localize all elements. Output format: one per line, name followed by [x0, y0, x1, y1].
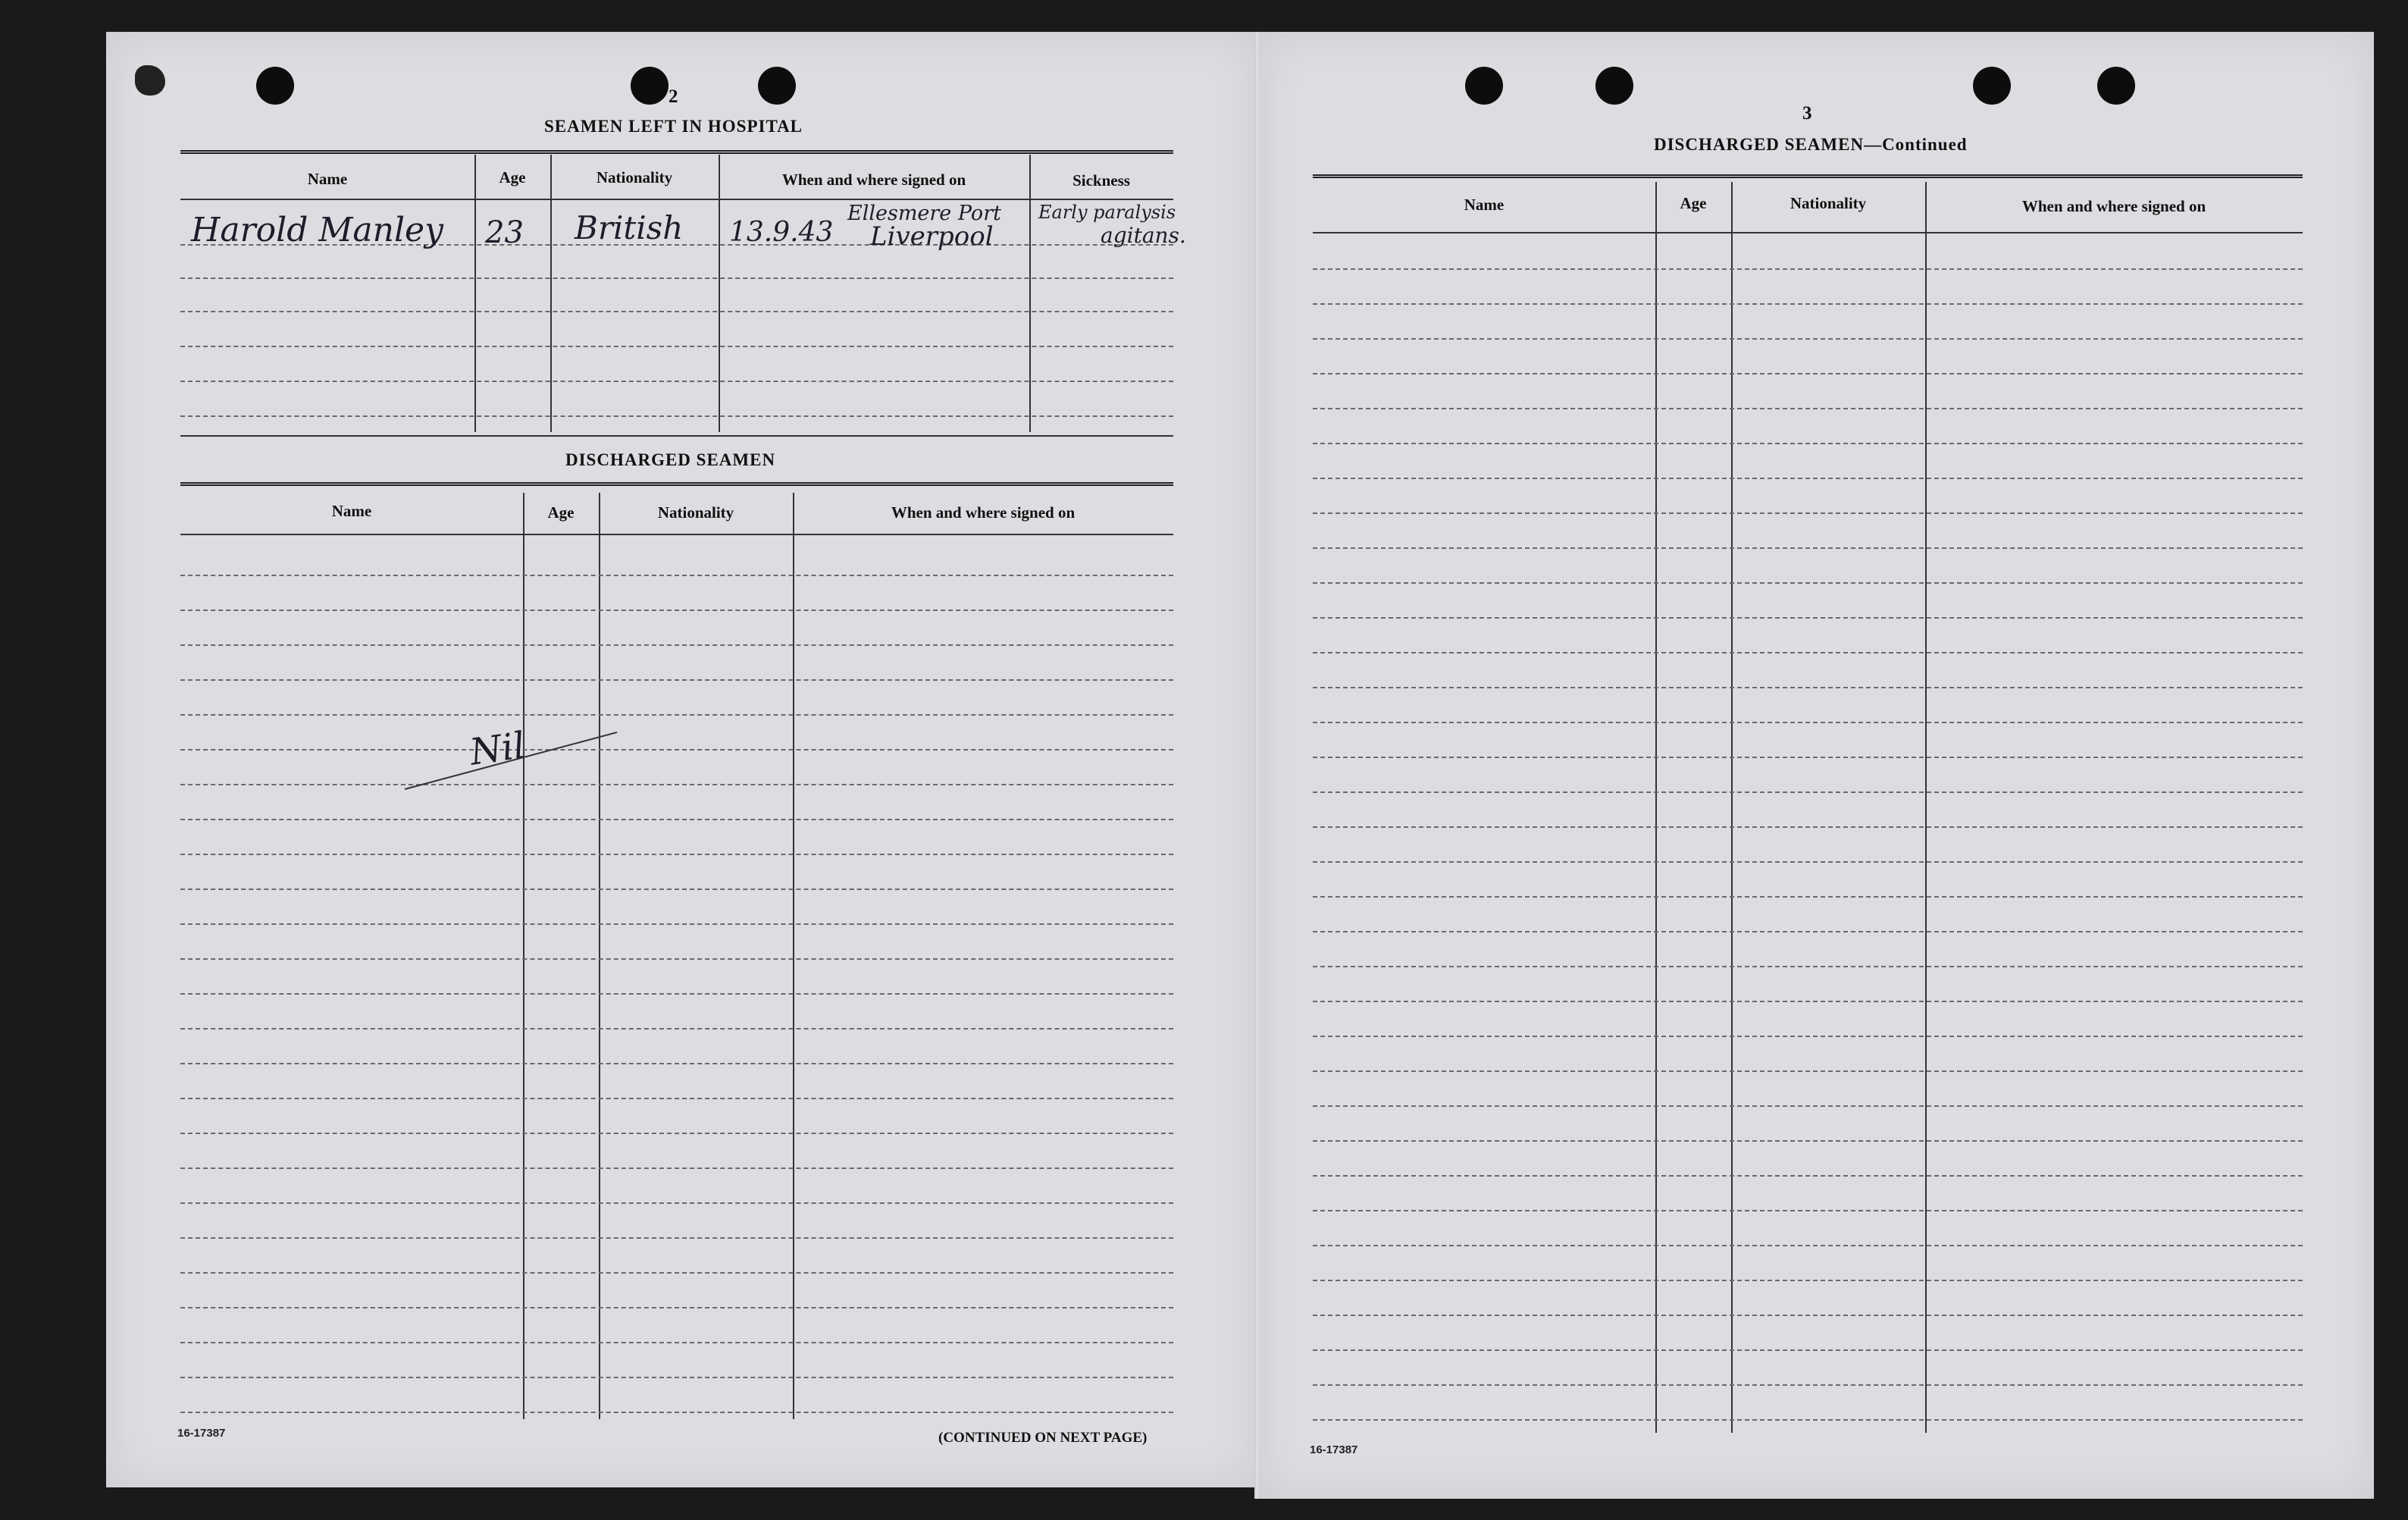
- ruled-row-line: [180, 1377, 1173, 1378]
- hospital-col-divider: [474, 155, 476, 432]
- hospital-entry-place-2: Liverpool: [870, 221, 994, 252]
- ruled-row-line: [1313, 478, 2303, 479]
- hospital-entry-age: 23: [485, 215, 524, 250]
- right-section-title: DISCHARGED SEAMEN—Continued: [1654, 135, 1968, 154]
- ruled-row-line: [180, 1098, 1173, 1099]
- ruled-row-line: [1313, 1175, 2303, 1177]
- ruled-row-line: [1313, 512, 2303, 514]
- ruled-row-line: [180, 1307, 1173, 1308]
- discharged-col-divider: [793, 493, 794, 1419]
- ruled-row-line: [1313, 1070, 2303, 1072]
- left-page: [106, 32, 1258, 1487]
- form-number-right: 16-17387: [1310, 1443, 1358, 1456]
- ruled-row-line: [1313, 1280, 2303, 1281]
- ruled-row-line: [180, 749, 1173, 751]
- page-number-right: 3: [1802, 103, 1812, 124]
- ruled-row-line: [180, 784, 1173, 785]
- ruled-row-line: [1313, 268, 2303, 270]
- discharged-table-top-rule: [180, 482, 1173, 486]
- ruled-row-line: [180, 1237, 1173, 1239]
- hospital-row-line: [180, 277, 1173, 279]
- hospital-row-line: [180, 415, 1173, 417]
- hospital-section-title: SEAMEN LEFT IN HOSPITAL: [544, 117, 803, 136]
- hospital-col-age: Age: [499, 168, 526, 186]
- hospital-table-bottom-rule: [180, 435, 1173, 437]
- hospital-col-divider: [1029, 155, 1031, 432]
- ruled-row-line: [1313, 582, 2303, 584]
- ruled-row-line: [180, 1133, 1173, 1134]
- ruled-row-line: [180, 923, 1173, 925]
- ruled-row-line: [180, 1412, 1173, 1413]
- ruled-row-line: [1313, 826, 2303, 828]
- hospital-header-rule: [180, 199, 1173, 200]
- ruled-row-line: [1313, 1349, 2303, 1351]
- ruled-row-line: [180, 714, 1173, 716]
- page-number-left: 2: [669, 86, 678, 107]
- ruled-row-line: [180, 993, 1173, 995]
- ruled-row-line: [1313, 1105, 2303, 1107]
- punch-hole: [1595, 67, 1633, 105]
- punch-hole: [256, 67, 294, 105]
- hospital-table-top-rule: [180, 150, 1173, 154]
- ruled-row-line: [1313, 861, 2303, 863]
- hospital-entry-date: 13.9.43: [729, 217, 834, 248]
- right-col-age: Age: [1680, 194, 1707, 212]
- discharged-col-divider: [523, 493, 524, 1419]
- form-number-left: 16-17387: [177, 1427, 226, 1440]
- discharged-header-rule: [180, 534, 1173, 535]
- right-col-signed-on: When and where signed on: [2021, 197, 2206, 215]
- ruled-row-line: [180, 958, 1173, 960]
- ruled-row-line: [1313, 303, 2303, 305]
- nil-annotation: Nil: [467, 724, 528, 774]
- ruled-row-line: [1313, 931, 2303, 932]
- hospital-entry-name: Harold Manley: [191, 211, 443, 249]
- punch-hole: [758, 67, 796, 105]
- discharged-col-name: Name: [331, 502, 372, 520]
- ruled-row-line: [1313, 338, 2303, 340]
- ruled-row-line: [1313, 1001, 2303, 1002]
- ruled-row-line: [1313, 1419, 2303, 1421]
- continued-footer: (CONTINUED ON NEXT PAGE): [938, 1430, 1148, 1446]
- hospital-col-name: Name: [307, 170, 348, 188]
- hospital-row-line: [180, 381, 1173, 382]
- ruled-row-line: [180, 854, 1173, 855]
- hospital-entry-sickness-1: Early paralysis: [1038, 202, 1176, 223]
- ruled-row-line: [1313, 791, 2303, 793]
- punch-hole: [2097, 67, 2135, 105]
- ruled-row-line: [180, 575, 1173, 576]
- ruled-row-line: [1313, 722, 2303, 723]
- discharged-col-signed-on: When and where signed on: [891, 503, 1076, 522]
- punch-hole: [1465, 67, 1503, 105]
- hospital-row-line: [180, 311, 1173, 312]
- discharged-col-nationality: Nationality: [657, 503, 734, 522]
- ruled-row-line: [180, 1028, 1173, 1030]
- hospital-entry-nationality: British: [575, 209, 684, 246]
- punch-hole: [1973, 67, 2011, 105]
- ruled-row-line: [180, 1272, 1173, 1274]
- ruled-row-line: [1313, 1210, 2303, 1211]
- right-page: [1258, 32, 2374, 1499]
- hospital-row-line: [180, 346, 1173, 347]
- ruled-row-line: [180, 610, 1173, 611]
- hospital-col-divider: [719, 155, 720, 432]
- ruled-row-line: [1313, 373, 2303, 375]
- ruled-row-line: [1313, 617, 2303, 619]
- discharged-section-title: DISCHARGED SEAMEN: [565, 450, 776, 469]
- right-table-top-rule: [1313, 174, 2303, 178]
- hospital-col-divider: [550, 155, 552, 432]
- ruled-row-line: [1313, 896, 2303, 898]
- ruled-row-line: [1313, 443, 2303, 444]
- right-header-rule: [1313, 232, 2303, 233]
- discharged-col-age: Age: [547, 503, 575, 522]
- ruled-row-line: [1313, 652, 2303, 653]
- ruled-row-line: [1313, 1140, 2303, 1142]
- ruled-row-line: [180, 1342, 1173, 1343]
- ruled-row-line: [1313, 1036, 2303, 1037]
- ruled-row-line: [1313, 408, 2303, 409]
- ruled-row-line: [1313, 1245, 2303, 1246]
- hospital-entry-sickness-2: agitans.: [1101, 223, 1186, 248]
- hospital-col-sickness: Sickness: [1072, 171, 1130, 190]
- hospital-col-signed-on: When and where signed on: [781, 171, 966, 189]
- ruled-row-line: [1313, 547, 2303, 549]
- ruled-row-line: [180, 1202, 1173, 1204]
- ruled-row-line: [1313, 1315, 2303, 1316]
- punch-hole: [135, 65, 165, 96]
- ruled-row-line: [180, 819, 1173, 820]
- ruled-row-line: [1313, 1384, 2303, 1386]
- ruled-row-line: [180, 888, 1173, 890]
- ruled-row-line: [1313, 687, 2303, 688]
- discharged-col-divider: [599, 493, 600, 1419]
- ruled-row-line: [180, 1167, 1173, 1169]
- hospital-entry-place-1: Ellesmere Port: [847, 202, 1001, 225]
- punch-hole: [631, 67, 669, 105]
- ruled-row-line: [180, 679, 1173, 681]
- right-col-name: Name: [1464, 196, 1505, 214]
- ruled-row-line: [1313, 757, 2303, 758]
- ruled-row-line: [180, 1063, 1173, 1064]
- hospital-col-nationality: Nationality: [596, 168, 673, 186]
- ruled-row-line: [180, 644, 1173, 646]
- ruled-row-line: [1313, 966, 2303, 967]
- right-col-nationality: Nationality: [1790, 194, 1867, 212]
